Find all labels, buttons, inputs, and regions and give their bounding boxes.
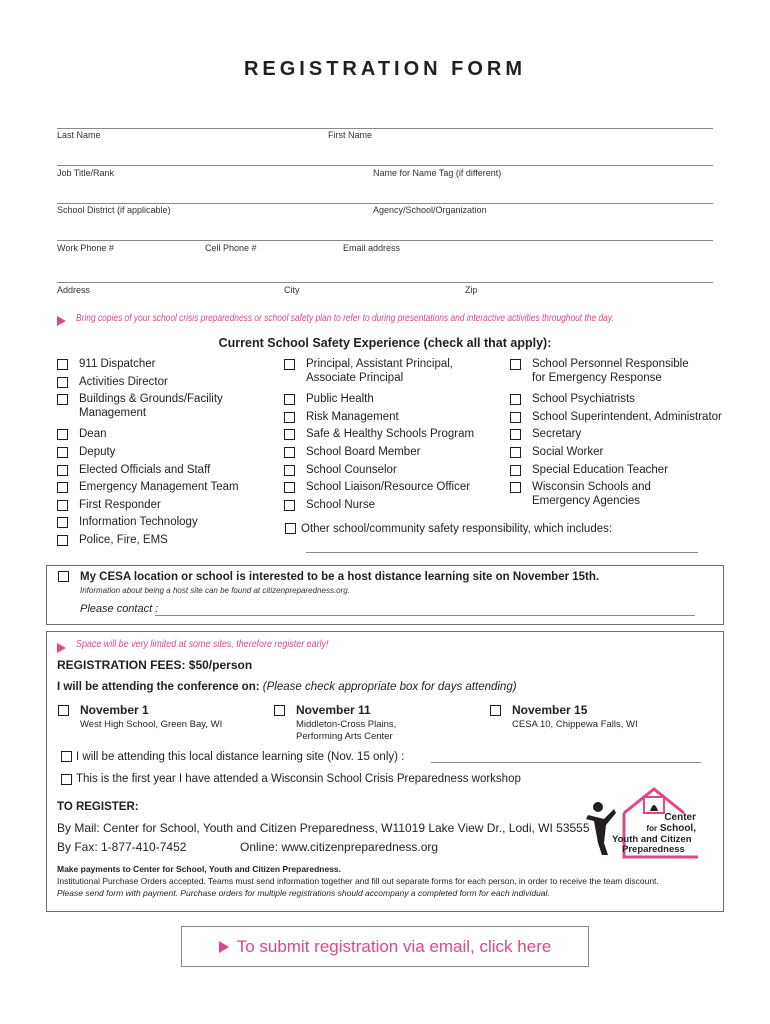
other-label: Other school/community safety responsibility, which includes: xyxy=(301,523,613,535)
experience-label: Dean xyxy=(79,428,107,441)
work-phone-label: Work Phone # xyxy=(57,243,114,253)
experience-checkbox[interactable] xyxy=(57,535,68,546)
experience-label: Safe & Healthy Schools Program xyxy=(306,428,475,441)
day-2-checkbox[interactable] xyxy=(274,705,285,716)
email-label: Email address xyxy=(343,243,401,253)
experience-checkbox[interactable] xyxy=(510,359,521,370)
distance-site-checkbox[interactable] xyxy=(61,751,72,762)
day-1-location: West High School, Green Bay, WI xyxy=(80,719,223,730)
experience-checkbox[interactable] xyxy=(57,517,68,528)
experience-checkbox[interactable] xyxy=(284,482,295,493)
experience-label: School Liaison/Resource Officer xyxy=(306,481,471,494)
experience-label: Emergency Management Team xyxy=(79,481,239,494)
day-3-date: November 15 xyxy=(512,703,588,717)
experience-label: Buildings & Grounds/Facility Management xyxy=(79,393,223,420)
please-contact-label: Please contact : xyxy=(80,603,159,615)
experience-checkbox[interactable] xyxy=(510,465,521,476)
experience-checkbox[interactable] xyxy=(57,447,68,458)
experience-label: School Superintendent, Administrator xyxy=(532,410,722,423)
experience-label: School Board Member xyxy=(306,446,421,458)
limited-note: Space will be very limited at some sites, therefore register early! xyxy=(76,638,329,650)
first-name-label: First Name xyxy=(328,130,373,140)
limited-note-arrow-icon xyxy=(57,639,66,657)
job-title-label: Job Title/Rank xyxy=(57,168,115,178)
experience-label: Deputy xyxy=(79,446,116,458)
by-mail: By Mail: Center for School, Youth and Citizen Preparedness, W11019 Lake View Dr., Lodi, WI 53555 xyxy=(57,821,590,835)
address-label: Address xyxy=(57,285,91,295)
experience-checkbox[interactable] xyxy=(510,394,521,405)
logo-text-3: Preparedness xyxy=(622,844,685,855)
experience-checkbox[interactable] xyxy=(510,429,521,440)
online-url[interactable]: Online: www.citizenpreparedness.org xyxy=(240,840,439,854)
last-name-label: Last Name xyxy=(57,130,101,140)
agency-label: Agency/School/Organization xyxy=(373,205,487,215)
submit-arrow-icon xyxy=(219,941,229,953)
experience-label: 911 Dispatcher xyxy=(79,358,156,370)
address-line[interactable] xyxy=(57,282,713,283)
payments-note: Make payments to Center for School, Youth and Citizen Preparedness. xyxy=(57,864,342,874)
experience-checkbox[interactable] xyxy=(57,482,68,493)
day-3-checkbox[interactable] xyxy=(490,705,501,716)
day-2-location: Middleton-Cross Plains, Performing Arts Center xyxy=(296,719,397,742)
experience-checkbox[interactable] xyxy=(510,412,521,423)
attending-italic: (Please check appropriate box for days attending) xyxy=(262,681,517,693)
day-1-checkbox[interactable] xyxy=(58,705,69,716)
first-year-checkbox[interactable] xyxy=(61,774,72,785)
experience-label: Police, Fire, EMS xyxy=(79,534,168,546)
experience-checkbox[interactable] xyxy=(57,500,68,511)
experience-checkbox[interactable] xyxy=(284,500,295,511)
job-line[interactable] xyxy=(57,165,713,166)
experience-label: Social Worker xyxy=(532,446,604,458)
city-label: City xyxy=(284,285,300,295)
experience-label: School Counselor xyxy=(306,463,397,476)
please-contact-line[interactable] xyxy=(155,615,695,616)
host-site-checkbox[interactable] xyxy=(58,571,69,582)
experience-checkbox[interactable] xyxy=(57,377,68,388)
experience-label: Elected Officials and Staff xyxy=(79,463,211,476)
distance-site-line[interactable] xyxy=(431,762,701,763)
submit-label: To submit registration via email, click here xyxy=(236,936,552,956)
center-logo xyxy=(584,785,702,861)
experience-label: Special Education Teacher xyxy=(532,463,668,476)
district-line[interactable] xyxy=(57,203,713,204)
logo-text-2: Youth and Citizen xyxy=(612,834,692,845)
experience-checkbox[interactable] xyxy=(284,429,295,440)
experience-checkbox[interactable] xyxy=(284,412,295,423)
experience-label: Activities Director xyxy=(79,375,168,388)
experience-checkbox[interactable] xyxy=(57,465,68,476)
po-note: Institutional Purchase Orders accepted. Teams must send information together and fill out separate forms for each person, in order to receive the team discount. xyxy=(57,876,659,886)
experience-label: Public Health xyxy=(306,393,374,406)
experience-label: School Psychiatrists xyxy=(532,393,635,406)
distance-site-label: I will be attending this local distance learning site (Nov. 15 only) : xyxy=(76,751,405,763)
experience-checkbox[interactable] xyxy=(284,359,295,370)
experience-label: Risk Management xyxy=(306,410,399,423)
phone-line[interactable] xyxy=(57,240,713,241)
logo-text: Center for School, xyxy=(646,812,696,834)
experience-checkbox[interactable] xyxy=(57,359,68,370)
name-line[interactable] xyxy=(57,128,713,129)
name-tag-label: Name for Name Tag (if different) xyxy=(373,168,502,178)
experience-checkbox[interactable] xyxy=(510,447,521,458)
attending-line xyxy=(57,681,517,693)
first-year-label: This is the first year I have attended a Wisconsin School Crisis Preparedness workshop xyxy=(76,773,521,785)
other-line[interactable] xyxy=(306,552,698,553)
bring-note-arrow-icon xyxy=(57,312,66,330)
attending-bold: I will be attending the conference on: xyxy=(57,681,260,693)
submit-email-button[interactable] xyxy=(181,926,589,967)
experience-label: Wisconsin Schools and Emergency Agencies xyxy=(532,481,651,508)
day-3-location: CESA 10, Chippewa Falls, WI xyxy=(512,719,638,730)
experience-checkbox[interactable] xyxy=(284,447,295,458)
experience-checkbox[interactable] xyxy=(284,394,295,405)
host-site-info: Information about being a host site can be found at citizenpreparedness.org. xyxy=(80,586,350,595)
bring-note: Bring copies of your school crisis preparedness or school safety plan to refer to during presentations and interactive activities throughout the day. xyxy=(76,312,614,324)
by-fax: By Fax: 1-877-410-7452 xyxy=(57,840,187,854)
host-site-label: My CESA location or school is interested to be a host distance learning site on November 15th. xyxy=(80,571,600,583)
experience-label: Principal, Assistant Principal, Associate Principal xyxy=(306,358,454,384)
experience-label: Information Technology xyxy=(79,516,198,529)
day-1-date: November 1 xyxy=(80,703,149,717)
experience-checkbox[interactable] xyxy=(57,429,68,440)
day-2-date: November 11 xyxy=(296,703,371,717)
experience-label: First Responder xyxy=(79,498,161,511)
to-register-heading: TO REGISTER: xyxy=(57,801,139,813)
school-district-label: School District (if applicable) xyxy=(57,205,171,215)
experience-checkbox[interactable] xyxy=(57,394,68,405)
experience-heading: Current School Safety Experience (check all that apply): xyxy=(218,336,552,350)
experience-label: Secretary xyxy=(532,428,582,441)
experience-checkbox[interactable] xyxy=(284,465,295,476)
zip-label: Zip xyxy=(465,285,478,295)
registration-fees: REGISTRATION FEES: $50/person xyxy=(57,658,253,672)
experience-label: School Personnel Responsible for Emergency Response xyxy=(532,358,689,384)
experience-checkbox[interactable] xyxy=(510,482,521,493)
form-title: REGISTRATION FORM xyxy=(243,58,527,80)
other-checkbox[interactable] xyxy=(285,523,296,534)
send-note: Please send form with payment. Purchase orders for multiple registrations should accompany a completed form for each individual. xyxy=(57,888,550,898)
experience-label: School Nurse xyxy=(306,498,376,511)
cell-phone-label: Cell Phone # xyxy=(205,243,257,253)
